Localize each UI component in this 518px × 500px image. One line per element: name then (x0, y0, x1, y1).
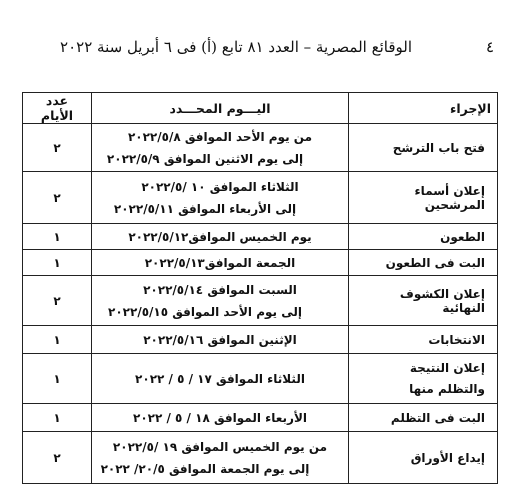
procedure-cell: فتح باب الترشح (349, 124, 498, 172)
table-row (23, 432, 498, 484)
procedure-cell: الانتخابات (349, 326, 498, 354)
date-cell (92, 404, 349, 432)
days-cell: ٢ (23, 172, 92, 224)
table-header-row (23, 93, 498, 124)
date-line: إلى يوم الجمعة الموافق ٢٠/٥/ ٢٠٢٢ (100, 461, 310, 476)
procedure-cell: البت فى التظلم (349, 404, 498, 432)
date-cell (92, 124, 349, 172)
date-cell (92, 224, 349, 250)
date-cell (92, 172, 349, 224)
gazette-header-text: الوقائع المصرية – العدد ٨١ تابع (أ) فى ٦ أبريل سنة ٢٠٢٢ (60, 38, 412, 56)
days-cell: ١ (23, 326, 92, 354)
header-procedure: الإجراء (349, 93, 498, 124)
procedure-cell (349, 354, 498, 404)
table-row (23, 404, 498, 432)
procedure-line: والتظلم منها (409, 381, 485, 396)
date-line: من يوم الأحد الموافق ٢٠٢٢/٥/٨ (127, 129, 313, 144)
procedure-cell: إيداع الأوراق (349, 432, 498, 484)
header-days-count: عدد الأيام (23, 93, 92, 124)
date-line: إلى الأربعاء الموافق ٢٠٢٢/٥/١١ (113, 201, 297, 216)
election-schedule-table (22, 92, 498, 484)
date-line: إلى يوم الأحد الموافق ٢٠٢٢/٥/١٥ (108, 304, 302, 319)
date-cell (92, 432, 349, 484)
date-cell (92, 250, 349, 276)
procedure-cell: إعلان أسماء المرشحين (349, 172, 498, 224)
date-cell (92, 354, 349, 404)
date-line: الأربعاء الموافق ١٨ / ٥ / ٢٠٢٢ (133, 410, 307, 425)
page-number: ٤ (485, 38, 494, 56)
procedure-cell: الطعون (349, 224, 498, 250)
procedure-cell: إعلان الكشوف النهائية (349, 276, 498, 326)
date-cell (92, 326, 349, 354)
table-row (23, 354, 498, 404)
date-line: الثلاثاء الموافق ١٧ / ٥ / ٢٠٢٢ (135, 371, 305, 386)
date-line: يوم الخميس الموافق٢٠٢٢/٥/١٢ (128, 229, 312, 244)
table-row (23, 124, 498, 172)
header-scheduled-day: اليـــوم المحـــدد (92, 93, 349, 124)
table-row (23, 172, 498, 224)
page-header (20, 38, 498, 62)
date-line: إلى يوم الاثنين الموافق ٢٠٢٢/٥/٩ (106, 151, 304, 166)
days-cell: ٢ (23, 124, 92, 172)
date-line: من يوم الخميس الموافق ١٩ /٢٠٢٢/٥ (112, 439, 328, 454)
table-row (23, 276, 498, 326)
date-line: الجمعة الموافق٢٠٢٢/٥/١٣ (144, 255, 296, 270)
days-cell: ١ (23, 404, 92, 432)
date-line: الثلاثاء الموافق ١٠ /٢٠٢٢/٥ (141, 179, 299, 194)
date-line: السبت الموافق ٢٠٢٢/٥/١٤ (143, 282, 297, 297)
days-cell: ١ (23, 224, 92, 250)
procedure-line: إعلان النتيجة (409, 360, 485, 375)
table-row (23, 250, 498, 276)
date-line: الإثنين الموافق ٢٠٢٢/٥/١٦ (143, 332, 297, 347)
table-row (23, 224, 498, 250)
table-row (23, 326, 498, 354)
days-cell: ١ (23, 250, 92, 276)
days-cell: ٢ (23, 432, 92, 484)
procedure-cell: البت فى الطعون (349, 250, 498, 276)
days-cell: ١ (23, 354, 92, 404)
date-cell (92, 276, 349, 326)
days-cell: ٢ (23, 276, 92, 326)
